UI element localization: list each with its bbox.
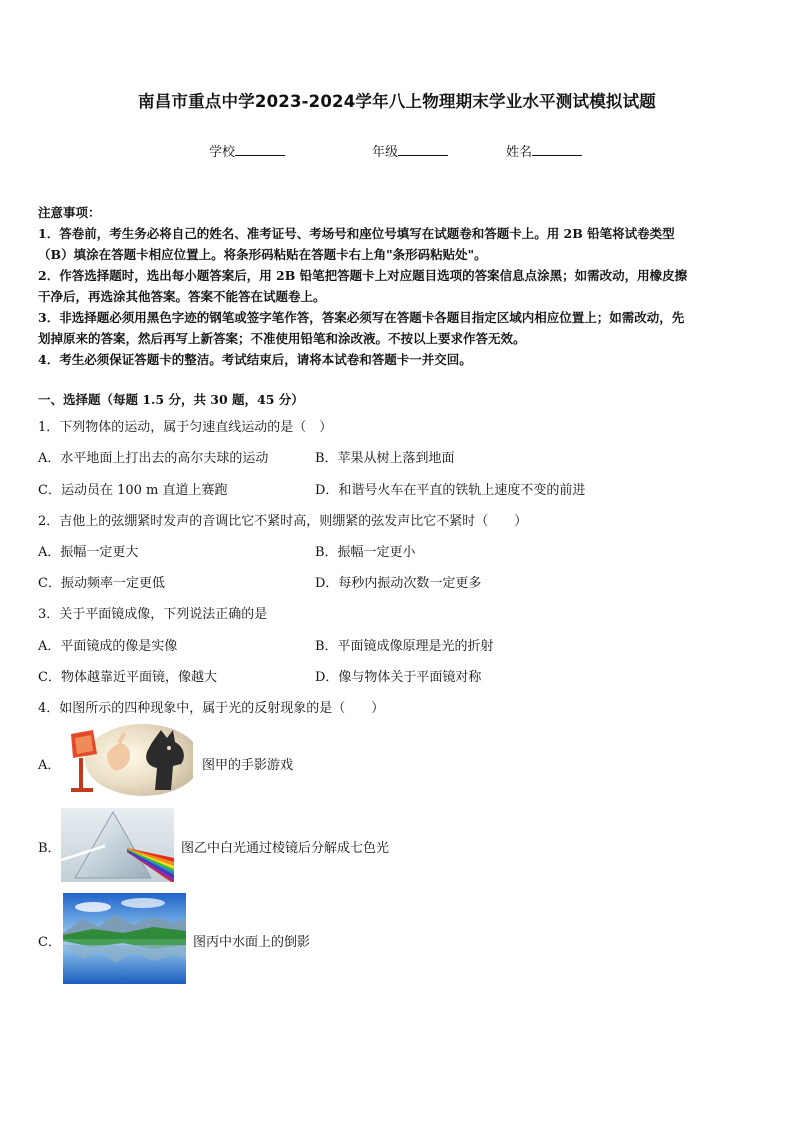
image-option-caption: 图甲的手影游戏 — [202, 758, 294, 773]
notice-line: 4．考生必须保证答题卡的整洁。考试结束后，请将本试卷和答题卡一并交回。 — [38, 352, 472, 367]
option-a: A．振幅一定更大 — [38, 545, 139, 560]
school-field — [209, 141, 285, 160]
option-d: D．像与物体关于平面镜对称 — [315, 670, 482, 685]
notice-line: 3．非选择题必须用黑色字迹的钢笔或签字笔作答，答案必须写在答题卡各题目指定区域内相应位置上；如需改动，先 — [38, 310, 685, 325]
image-option-letter: A． — [38, 758, 61, 773]
notice-line: 划掉原来的答案，然后再写上新答案；不准使用铅笔和涂改液。不按以上要求作答无效。 — [38, 331, 526, 346]
option-c: C．物体越靠近平面镜，像越大 — [38, 670, 217, 685]
prism-image — [61, 808, 174, 882]
option-c: C．运动员在 100 m 直道上赛跑 — [38, 483, 228, 498]
name-blank — [532, 143, 582, 156]
section-heading: 一、选择题（每题 1.5 分，共 30 题，45 分） — [38, 392, 304, 407]
question-stem: 2．吉他上的弦绷紧时发声的音调比它不紧时高，则绷紧的弦发声比它不紧时（ ） — [38, 514, 528, 529]
image-option-letter: C． — [38, 935, 61, 950]
notice-heading: 注意事项： — [38, 205, 101, 220]
grade-label: 年级 — [372, 145, 399, 160]
notice-line: 干净后，再选涂其他答案。答案不能答在试题卷上。 — [38, 289, 326, 304]
option-d: D．和谐号火车在平直的铁轨上速度不变的前进 — [315, 483, 586, 498]
name-label: 姓名 — [506, 145, 533, 160]
notice-line: 2．作答选择题时，选出每小题答案后，用 2B 铅笔把答题卡上对应题目选项的答案信息点涂黑；如需改动，用橡皮擦 — [38, 268, 688, 283]
grade-field — [372, 141, 448, 160]
option-a: A．平面镜成的像是实像 — [38, 639, 178, 654]
school-blank — [235, 143, 285, 156]
name-field — [506, 141, 582, 160]
option-b: B．振幅一定更小 — [315, 545, 416, 560]
image-option-caption: 图丙中水面上的倒影 — [193, 935, 311, 950]
question-stem: 4．如图所示的四种现象中，属于光的反射现象的是（ ） — [38, 701, 385, 716]
page-title: 南昌市重点中学2023-2024学年八上物理期末学业水平测试模拟试题 — [138, 92, 656, 111]
question-stem: 3．关于平面镜成像，下列说法正确的是 — [38, 607, 268, 622]
option-c: C．振动频率一定更低 — [38, 576, 165, 591]
image-option-caption: 图乙中白光通过棱镜后分解成七色光 — [181, 841, 390, 856]
lake-reflection-image — [63, 893, 186, 984]
option-d: D．每秒内振动次数一定更多 — [315, 576, 482, 591]
hand-shadow-image — [63, 724, 193, 796]
grade-blank — [398, 143, 448, 156]
option-b: B．平面镜成像原理是光的折射 — [315, 639, 494, 654]
question-stem: 1．下列物体的运动，属于匀速直线运动的是（ ） — [38, 420, 333, 435]
notice-line: 1．答卷前，考生务必将自己的姓名、准考证号、考场号和座位号填写在试题卷和答题卡上。用 2B 铅笔将试卷类型 — [38, 226, 675, 241]
option-a: A．水平地面上打出去的高尔夫球的运动 — [38, 451, 269, 466]
school-label: 学校 — [209, 145, 236, 160]
notice-line: （B）填涂在答题卡相应位置上。将条形码粘贴在答题卡右上角"条形码粘贴处"。 — [38, 247, 487, 262]
option-b: B．苹果从树上落到地面 — [315, 451, 455, 466]
image-option-letter: B． — [38, 841, 61, 856]
